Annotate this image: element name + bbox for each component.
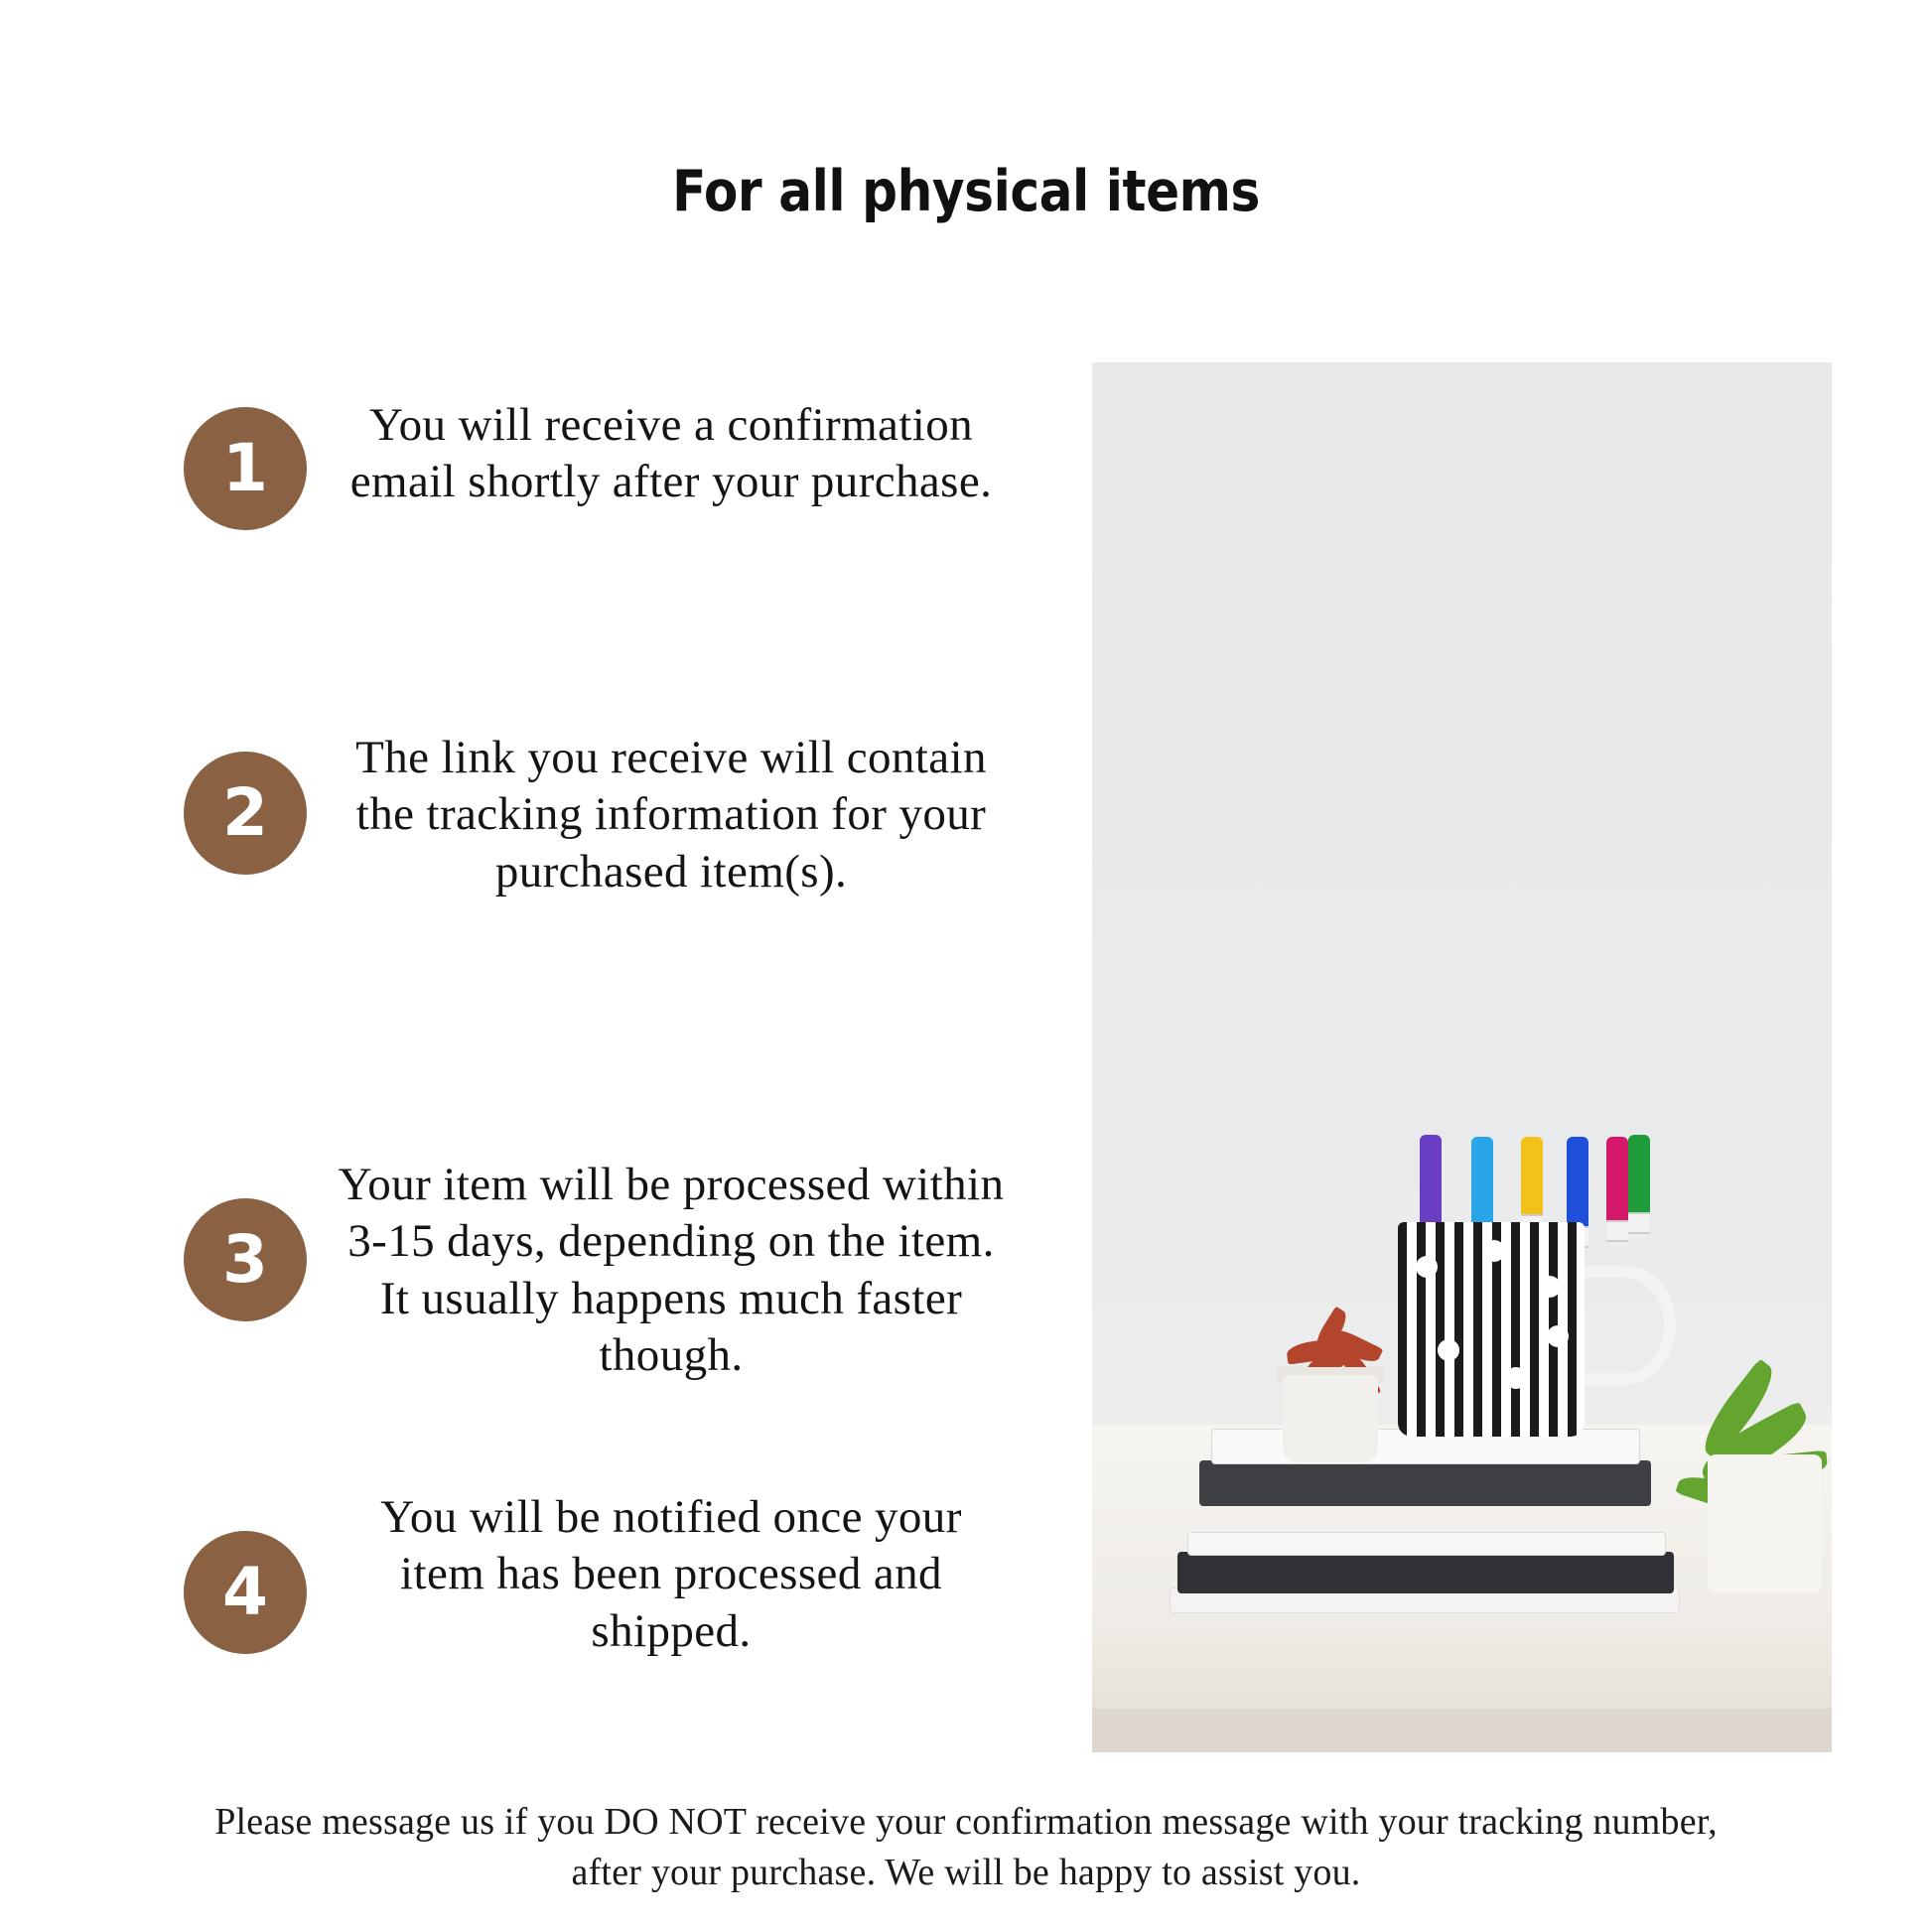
step-text: You will be notified once your item has been processed and shipped. xyxy=(380,1491,962,1657)
step-text: You will receive a confirmation email shortly after your purchase. xyxy=(349,399,993,508)
step-number-badge: 1 xyxy=(184,407,307,530)
step-number-badge: 3 xyxy=(184,1198,307,1321)
list-item xyxy=(184,1489,1018,1660)
plant-pot xyxy=(1283,1375,1378,1462)
green-plant-pot xyxy=(1708,1454,1822,1593)
marker-pen xyxy=(1471,1137,1493,1236)
notebook xyxy=(1187,1532,1666,1556)
step-text: The link you receive will contain the tracking information for your purchased item(s). xyxy=(355,732,987,897)
list-item xyxy=(184,1157,1018,1384)
list-item xyxy=(184,397,1018,530)
step-text: Your item will be processed within 3-15 days, depending on the item. It usually happens much faster though. xyxy=(338,1159,1005,1381)
marker-band xyxy=(1606,1220,1628,1242)
footer-note: Please message us if you DO NOT receive your confirmation message with your tracking number, after your purchase. We will be happy to assist you. xyxy=(214,1801,1718,1894)
mug-handle xyxy=(1575,1266,1676,1385)
step-number-badge: 2 xyxy=(184,752,307,875)
page-title: For all physical items xyxy=(672,159,1260,224)
striped-mug xyxy=(1398,1222,1585,1437)
marker-band xyxy=(1628,1212,1650,1234)
list-item xyxy=(184,730,1018,900)
desk-edge xyxy=(1092,1709,1832,1752)
step-number-badge: 4 xyxy=(184,1531,307,1654)
notebook xyxy=(1199,1460,1651,1506)
product-photo xyxy=(1092,362,1832,1752)
notebook xyxy=(1177,1552,1674,1593)
